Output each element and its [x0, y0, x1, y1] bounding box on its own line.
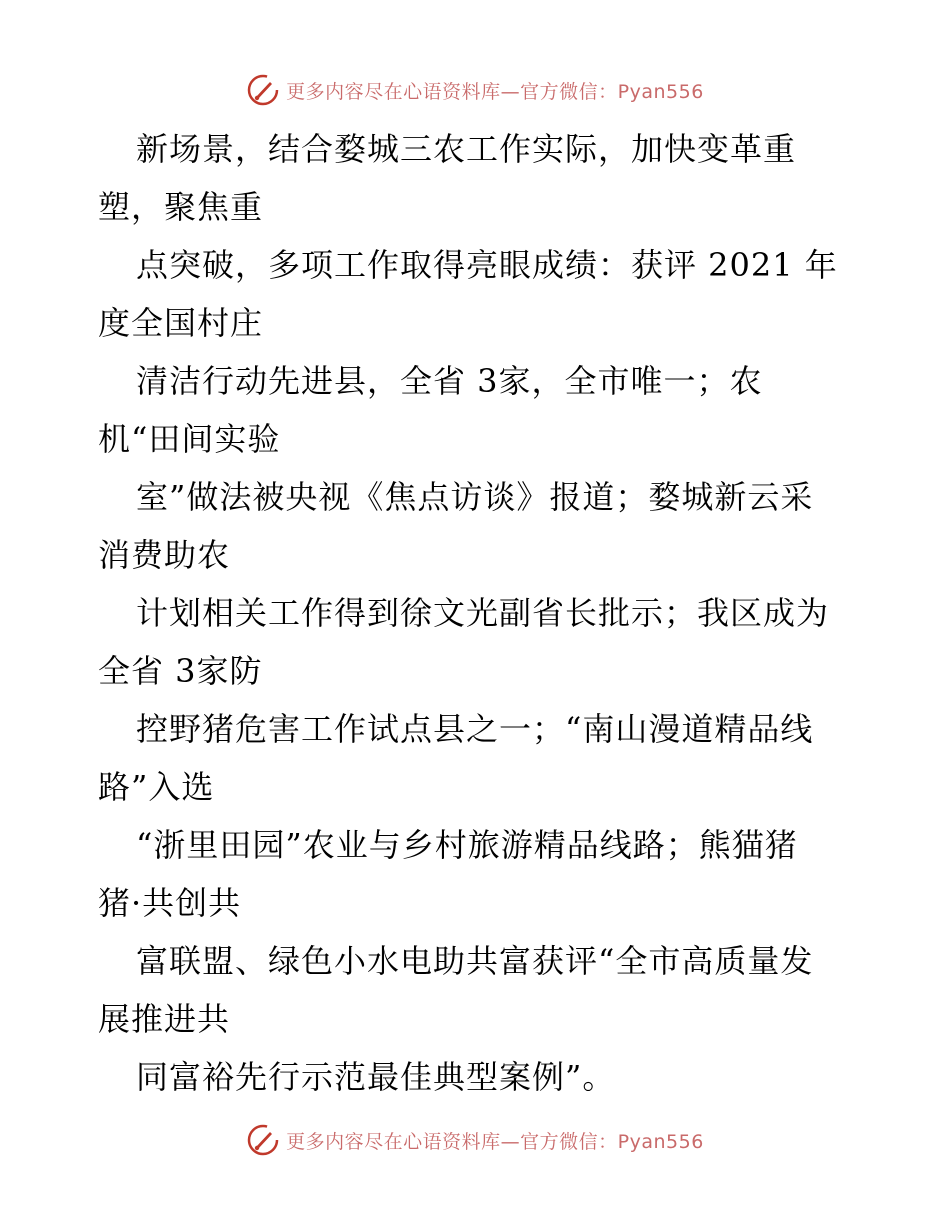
- text-line: 路”入选: [98, 768, 215, 806]
- watermark-text: 更多内容尽在心语资料库—官方微信：Pyan556: [286, 1130, 704, 1153]
- text-line: 室”做法被央视《焦点访谈》报道；婺城新云采: [136, 478, 814, 516]
- text-line: 度全国村庄: [98, 304, 264, 342]
- footer-watermark: [0, 1120, 950, 1160]
- text-line: “浙里田园”农业与乡村旅游精品线路；熊猫猪: [136, 826, 798, 864]
- header-watermark: [0, 70, 950, 110]
- text-line: 展推进共: [98, 1000, 231, 1038]
- text-line: 消费助农: [98, 536, 231, 574]
- watermark-text: 更多内容尽在心语资料库—官方微信：Pyan556: [286, 80, 704, 103]
- document-body: [98, 120, 858, 1106]
- feather-pen-seal-icon: [246, 73, 280, 107]
- text-line: 全省 3家防: [98, 652, 263, 690]
- text-line: 控野猪危害工作试点县之一；“南山漫道精品线: [136, 710, 814, 748]
- text-line: 新场景，结合婺城三农工作实际，加快变革重: [136, 130, 797, 168]
- text-line: 点突破，多项工作取得亮眼成绩：获评 2021 年: [136, 246, 838, 284]
- feather-pen-seal-icon: [246, 1123, 280, 1157]
- text-line: 计划相关工作得到徐文光副省长批示；我区成为: [136, 594, 830, 632]
- text-line: 富联盟、绿色小水电助共富获评“全市高质量发: [136, 942, 814, 980]
- text-line: 清洁行动先进县，全省 3家，全市唯一；农: [136, 362, 763, 400]
- text-line: 机“田间实验: [98, 420, 281, 458]
- text-line: 塑，聚焦重: [98, 188, 264, 226]
- text-line: 猪·共创共: [98, 884, 242, 922]
- text-line: 同富裕先行示范最佳典型案例”。: [136, 1058, 616, 1096]
